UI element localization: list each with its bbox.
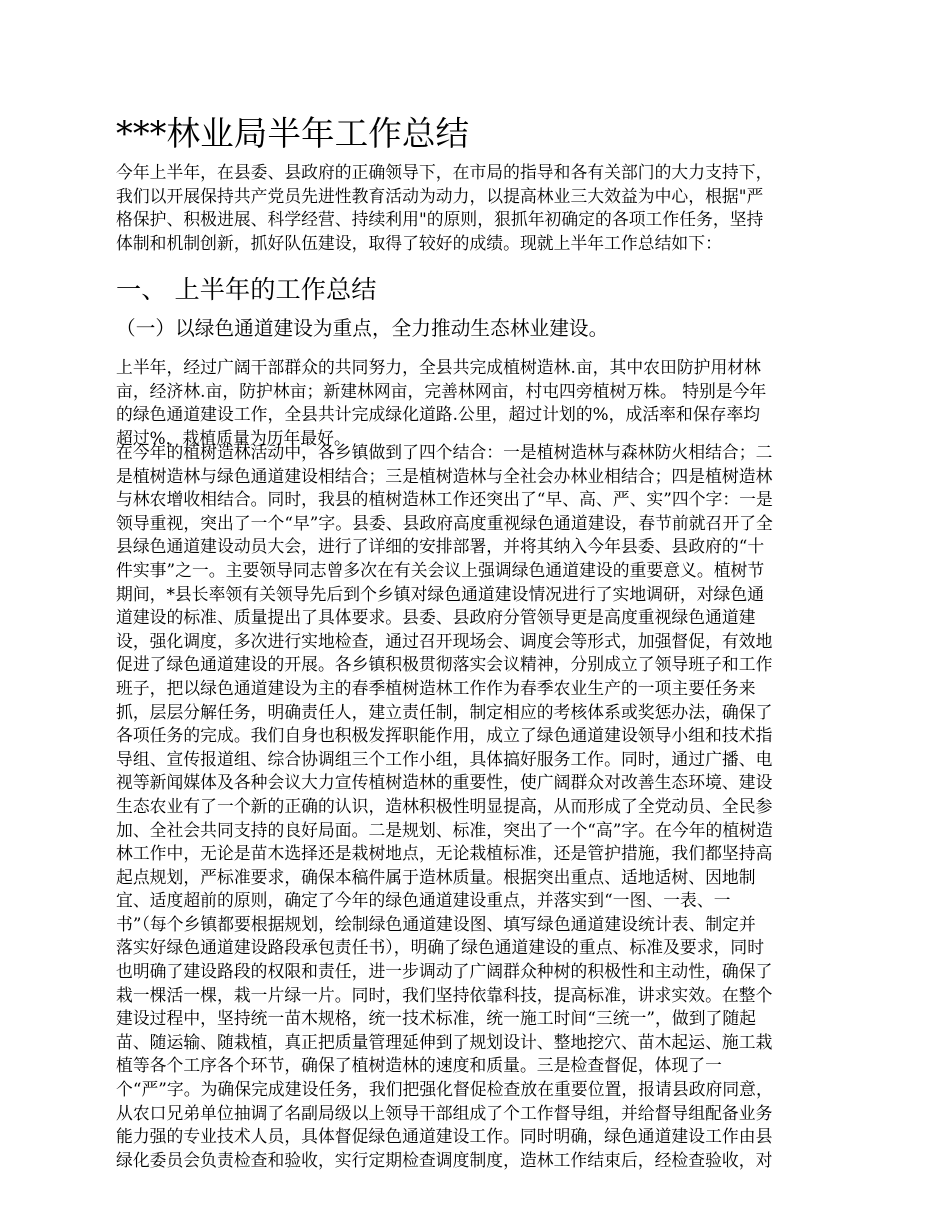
text-line: 设，强化调度，多次进行实地检查，通过召开现场会、调度会等形式，加强督促，有效地 bbox=[116, 630, 773, 651]
text-line: 生态农业有了一个新的正确的认识，造林积极性明显提高，从而形成了全党动员、全民参 bbox=[116, 795, 773, 816]
text-line: 的绿色通道建设工作，全县共计完成绿化道路.公里，超过计划的%，成活率和保存率均 bbox=[116, 404, 761, 425]
text-line: 班子，把以绿色通道建设为主的春季植树造林工作作为春季农业生产的一项主要任务来 bbox=[116, 677, 756, 698]
text-line: 从农口兄弟单位抽调了名副局级以上领导干部组成了个工作督导组，并给督导组配备业务 bbox=[116, 1102, 773, 1123]
text-line: 抓，层层分解任务，明确责任人，建立责任制，制定相应的考核体系或奖惩办法，确保了 bbox=[116, 701, 773, 722]
text-line: 上半年，经过广阔干部群众的共同努力，全县共完成植树造林.亩，其中农田防护用材林 bbox=[116, 357, 761, 377]
text-line: 加、全社会共同支持的良好局面。二是规划、标准，突出了一个“高”字。在今年的植树造 bbox=[116, 819, 773, 840]
section-heading: 一、 上半年的工作总结 bbox=[116, 275, 377, 304]
text-line: 也明确了建设路段的权限和责任，进一步调动了广阔群众种树的积极性和主动性，确保了 bbox=[116, 961, 773, 982]
subsection-heading: （一）以绿色通道建设为重点，全力推动生态林业建设。 bbox=[116, 317, 609, 340]
body-paragraph-1 bbox=[116, 356, 840, 450]
text-line: 期间，*县长率领有关领导先后到个乡镇对绿色通道建设情况进行了实地调研，对绿色通 bbox=[116, 583, 765, 604]
text-line: 件实事”之一。主要领导同志曾多次在有关会议上强调绿色通道建设的重要意义。植树节 bbox=[116, 559, 765, 580]
text-line: 格保护、积极进展、科学经营、持续利用"的原则，狠抓年初确定的各项工作任务，坚持 bbox=[116, 209, 764, 230]
text-line: 宜、适度超前的原则，确定了今年的绿色通道建设重点，并落实到“一图、一表、一 bbox=[116, 890, 731, 911]
text-line: 与林农增收相结合。同时，我县的植树造林工作还突出了“早、高、严、实”四个字：一是 bbox=[116, 489, 773, 510]
text-line: 视等新闻媒体及各种会议大力宣传植树造林的重要性，使广阔群众对改善生态环境、建设 bbox=[116, 772, 773, 793]
text-line: 领导重视，突出了一个“早”字。县委、县政府高度重视绿色通道建设，春节前就召开了全 bbox=[116, 512, 773, 533]
text-line: 道建设的标准、质量提出了具体要求。县委、县政府分管领导更是高度重视绿色通道建 bbox=[116, 607, 756, 628]
intro-paragraph bbox=[116, 161, 840, 255]
text-line: 在今年的植树造林活动中，各乡镇做到了四个结合：一是植树造林与森林防火相结合；二 bbox=[116, 442, 773, 462]
text-line: 各项任务的完成。我们自身也积极发挥职能作用，成立了绿色通道建设领导小组和技术指 bbox=[116, 725, 773, 746]
text-line: 书”（每个乡镇都要根据规划，绘制绿色通道建设图、填写绿色通道建设统计表、制定并 bbox=[116, 913, 756, 934]
text-line: 亩，经济林.亩，防护林亩；新建林网亩，完善林网亩，村屯四旁植树万株。 特别是今年 bbox=[116, 380, 767, 401]
text-line: 建设过程中，坚持统一苗木规格，统一技术标准，统一施工时间“三统一”，做到了随起 bbox=[116, 1008, 757, 1029]
text-line: 植等各个工序各个环节，确保了植树造林的速度和质量。三是检查督促，体现了一 bbox=[116, 1055, 722, 1076]
text-line: 今年上半年，在县委、县政府的正确领导下，在市局的指导和各有关部门的大力支持下， bbox=[116, 162, 773, 182]
text-line: 个“严”字。为确保完成建设任务，我们把强化督促检查放在重要位置，报请县政府同意， bbox=[116, 1079, 773, 1100]
text-line: 栽一棵活一棵，栽一片绿一片。同时，我们坚持依靠科技，提高标准，讲求实效。在整个 bbox=[116, 984, 773, 1005]
text-line: 起点规划，严标准要求，确保本稿件属于造林质量。根据突出重点、适地适树、因地制 bbox=[116, 866, 756, 887]
text-line: 苗、随运输、随栽植，真正把质量管理延伸到了规划设计、整地挖穴、苗木起运、施工栽 bbox=[116, 1031, 773, 1052]
text-line: 我们以开展保持共产党员先进性教育活动为动力，以提高林业三大效益为中心，根据"严 bbox=[116, 185, 764, 206]
text-line: 落实好绿色通道建设路段承包责任书），明确了绿色通道建设的重点、标准及要求，同时 bbox=[116, 937, 765, 958]
text-line: 体制和机制创新，抓好队伍建设，取得了较好的成绩。现就上半年工作总结如下： bbox=[116, 232, 722, 253]
text-line: 能力强的专业技术人员，具体督促绿色通道建设工作。同时明确，绿色通道建设工作由县 bbox=[116, 1126, 773, 1147]
text-line: 促进了绿色通道建设的开展。各乡镇积极贯彻落实会议精神，分别成立了领导班子和工作 bbox=[116, 654, 773, 675]
body-paragraph-2 bbox=[116, 441, 840, 1172]
text-line: 超过%，栽植质量为历年最好。 bbox=[116, 427, 351, 448]
text-line: 林工作中，无论是苗木选择还是栽树地点，无论栽植标准，还是管护措施，我们都坚持高 bbox=[116, 843, 773, 864]
text-line: 导组、宣传报道组、综合协调组三个工作小组，具体搞好服务工作。同时，通过广播、电 bbox=[116, 748, 773, 769]
text-line: 县绿色通道建设动员大会，进行了详细的安排部署，并将其纳入今年县委、县政府的“十 bbox=[116, 536, 765, 557]
text-line: 是植树造林与绿色通道建设相结合；三是植树造林与全社会办林业相结合；四是植树造林 bbox=[116, 465, 773, 486]
text-line: 绿化委员会负责检查和验收，实行定期检查调度制度，造林工作结束后，经检查验收，对 bbox=[116, 1149, 773, 1170]
document-title: ***林业局半年工作总结 bbox=[116, 114, 470, 153]
